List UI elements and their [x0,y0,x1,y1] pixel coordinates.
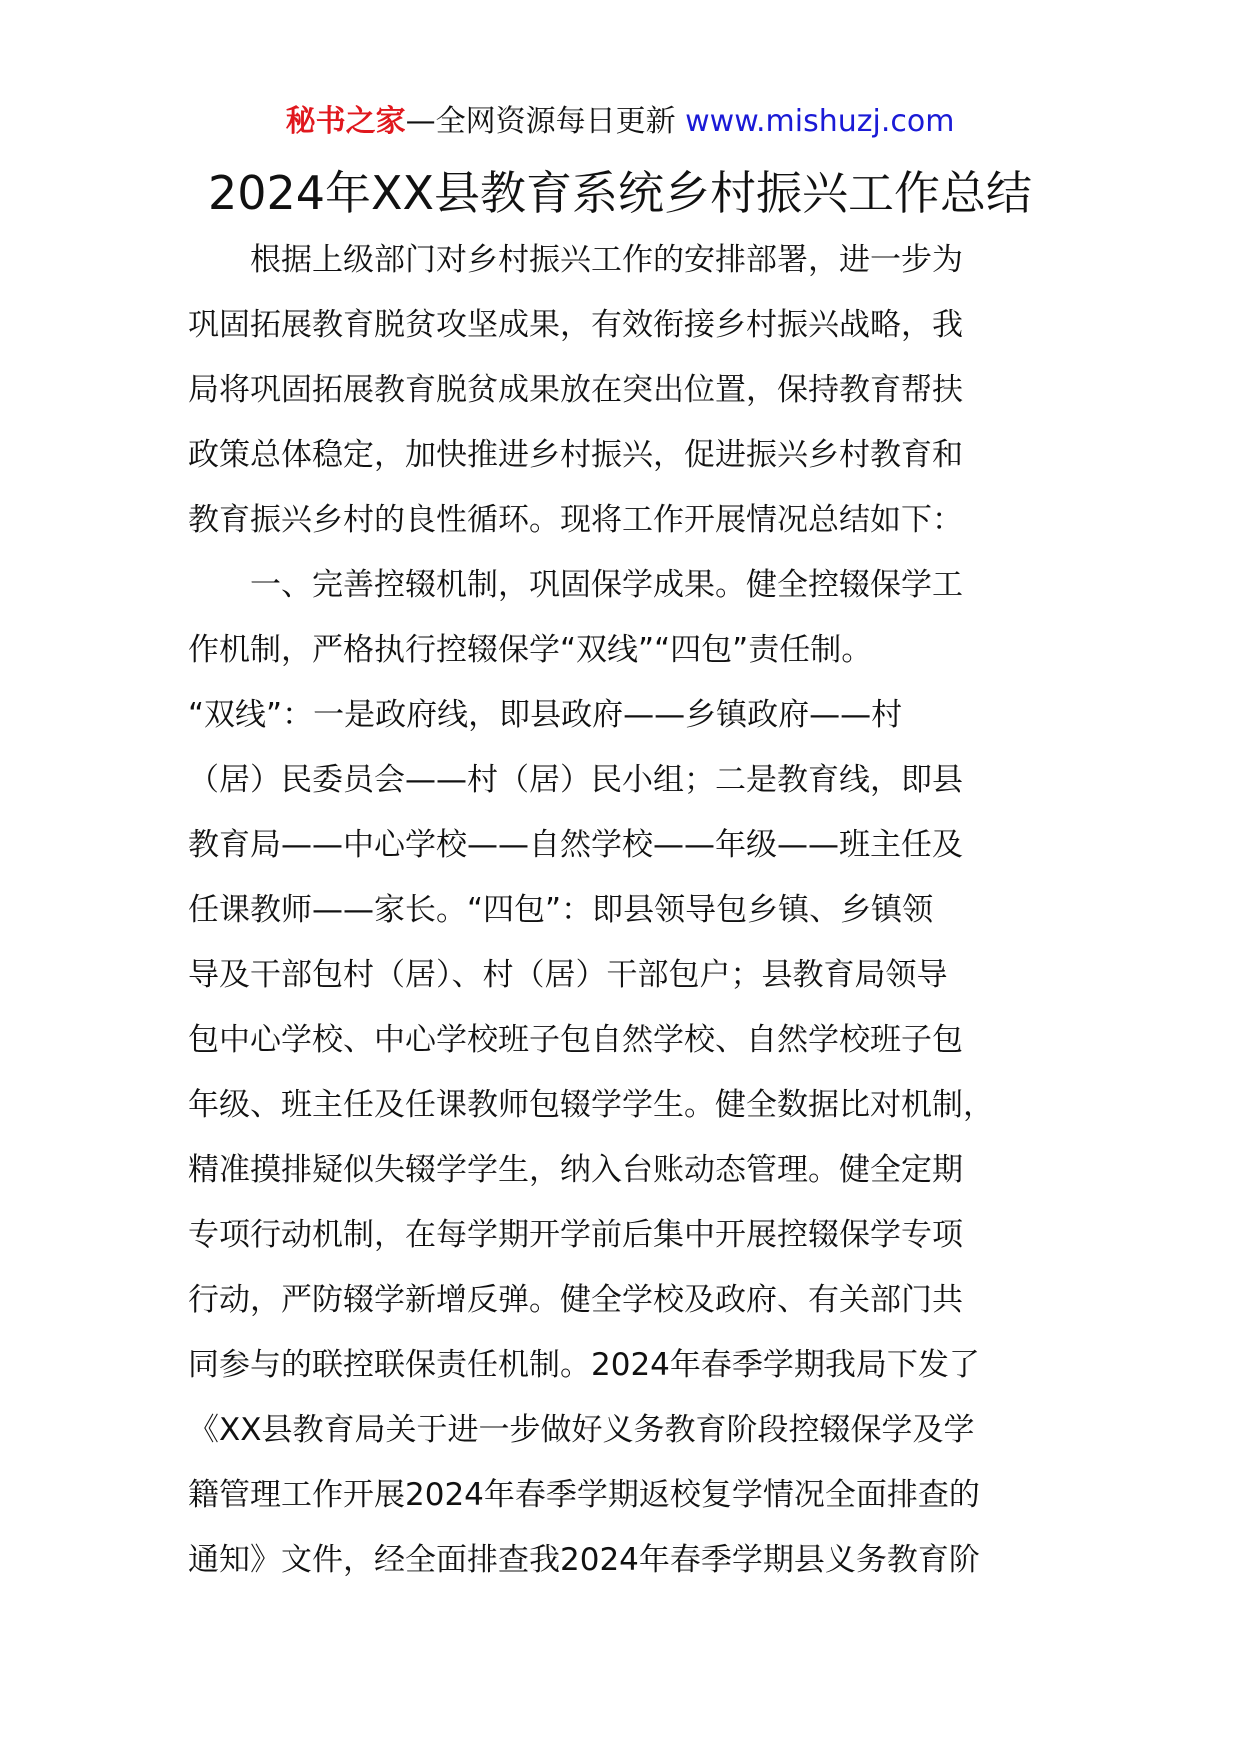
body-line: 同参与的联控联保责任机制。2024年春季学期我局下发了 [188,1347,980,1383]
body-line: 年级、班主任及任课教师包辍学学生。健全数据比对机制， [188,1087,994,1123]
body-line: 根据上级部门对乡村振兴工作的安排部署，进一步为 [188,242,963,278]
document-title: 2024年XX县教育系统乡村振兴工作总结 [207,166,1033,220]
body-line: “双线”：一是政府线，即县政府——乡镇政府——村 [188,697,903,733]
body-line: 通知》文件，经全面排查我2024年春季学期县义务教育阶 [188,1542,980,1578]
body-line: 一、完善控辍机制，巩固保学成果。健全控辍保学工 [188,567,963,603]
body-line: 局将巩固拓展教育脱贫成果放在突出位置，保持教育帮扶 [188,372,963,408]
body-line: 精准摸排疑似失辍学学生，纳入台账动态管理。健全定期 [188,1152,963,1188]
header-slogan: —全网资源每日更新 [405,104,686,139]
body-line: 任课教师——家长。“四包”：即县领导包乡镇、乡镇领 [188,892,934,928]
body-line: 教育局——中心学校——自然学校——年级——班主任及 [188,827,963,863]
body-line: 专项行动机制，在每学期开学前后集中开展控辍保学专项 [188,1217,963,1253]
body-line: 导及干部包村（居）、村（居）干部包户；县教育局领导 [188,957,948,993]
body-line: 籍管理工作开展2024年春季学期返校复学情况全面排查的 [188,1477,980,1513]
body-line: 巩固拓展教育脱贫攻坚成果，有效衔接乡村振兴战略，我 [188,307,963,343]
body-line: （居）民委员会——村（居）民小组；二是教育线，即县 [188,762,963,798]
document-body [188,228,1068,1593]
site-url-link[interactable]: www.mishuzj.com [685,104,955,139]
site-header [0,100,1240,144]
body-line: 作机制，严格执行控辍保学“双线”“四包”责任制。 [188,632,873,668]
body-line: 包中心学校、中心学校班子包自然学校、自然学校班子包 [188,1022,963,1058]
body-line: 《XX县教育局关于进一步做好义务教育阶段控辍保学及学 [188,1412,975,1448]
body-line: 政策总体稳定，加快推进乡村振兴，促进振兴乡村教育和 [188,437,963,473]
body-line: 行动，严防辍学新增反弹。健全学校及政府、有关部门共 [188,1282,963,1318]
body-line: 教育振兴乡村的良性循环。现将工作开展情况总结如下： [188,502,963,538]
brand-name: 秘书之家 [285,104,406,139]
